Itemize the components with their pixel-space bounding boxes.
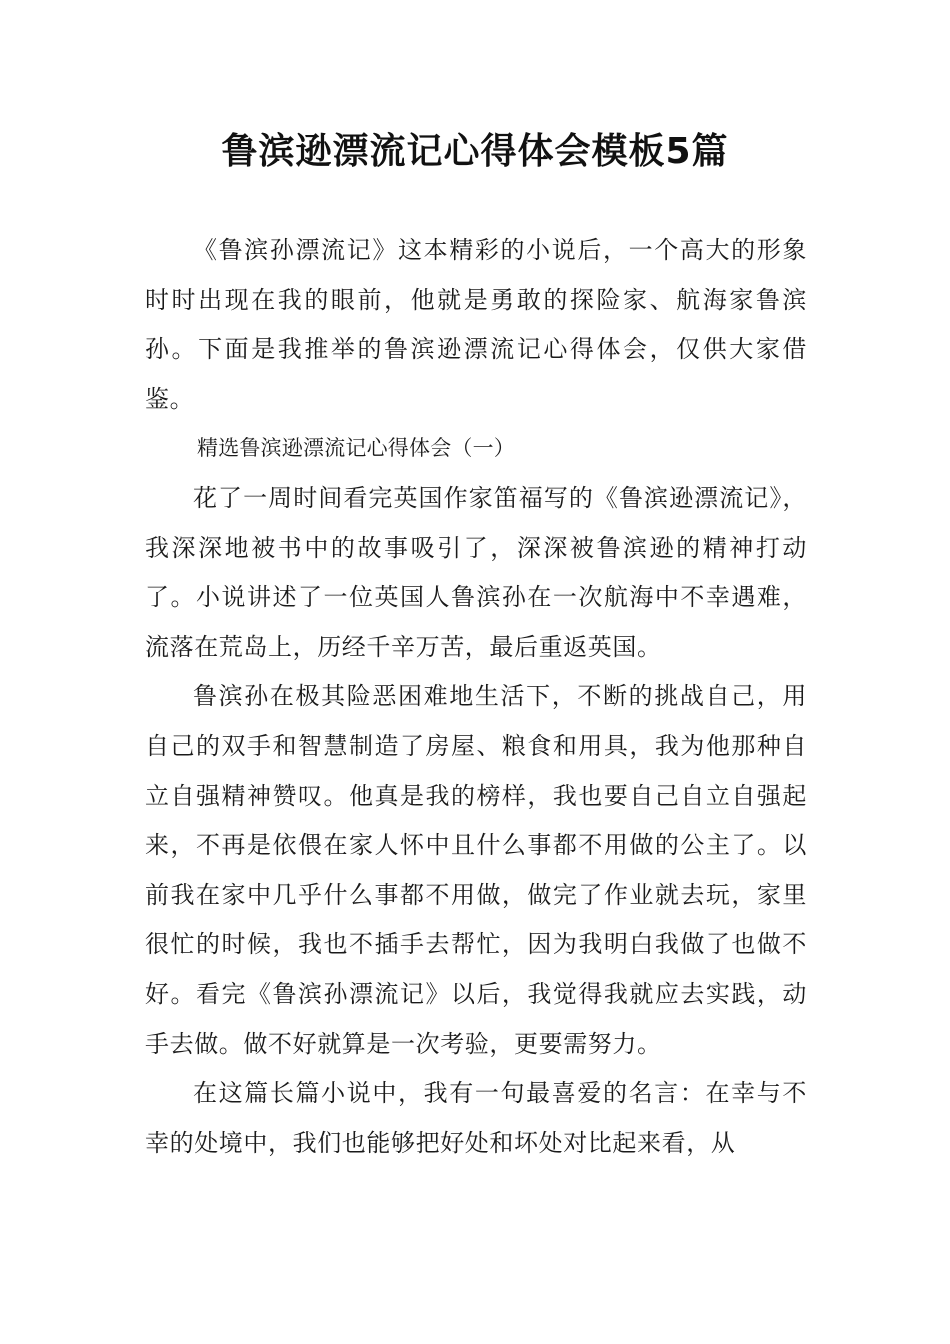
body-paragraph: 鲁滨孙在极其险恶困难地生活下，不断的挑战自己，用自己的双手和智慧制造了房屋、粮食和用具，我为他那种自立自强精神赞叹。他真是我的榜样，我也要自己自立自强起来，不再是依偎在家人怀中且什么事都不用做的公主了。以前我在家中几乎什么事都不用做，做完了作业就去玩，家里很忙的时候，我也不插手去帮忙，因为我明白我做了也做不好。看完《鲁滨孙漂流记》以后，我觉得我就应去实践，动手去做。做不好就算是一次考验，更要需努力。 (145, 682, 807, 1058)
document-body (145, 226, 807, 1168)
section-heading: 精选鲁滨逊漂流记心得体会（一） (197, 436, 515, 461)
body-paragraph: 花了一周时间看完英国作家笛福写的《鲁滨逊漂流记》，我深深地被书中的故事吸引了，深深被鲁滨逊的精神打动了。小说讲述了一位英国人鲁滨孙在一次航海中不幸遇难，流落在荒岛上，历经千辛万苦，最后重返英国。 (145, 483, 807, 661)
intro-paragraph: 《鲁滨孙漂流记》这本精彩的小说后，一个高大的形象时时出现在我的眼前，他就是勇敢的探险家、航海家鲁滨孙。下面是我推举的鲁滨逊漂流记心得体会，仅供大家借鉴。 (145, 236, 807, 413)
document-title: 鲁滨逊漂流记心得体会模板5篇 (221, 131, 729, 172)
body-paragraph: 在这篇长篇小说中，我有一句最喜爱的名言：在幸与不幸的处境中，我们也能够把好处和坏处对比起来看，从 (145, 1079, 807, 1157)
